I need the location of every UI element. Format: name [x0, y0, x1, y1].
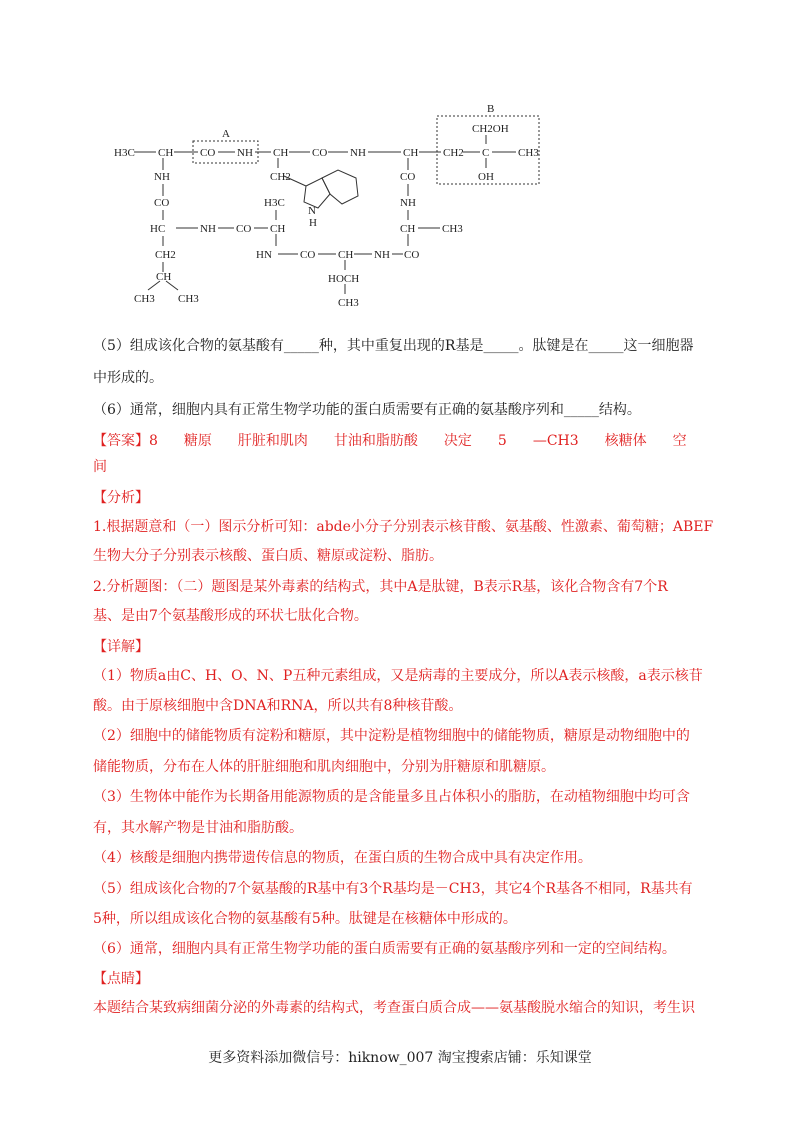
left-ch3-a: CH3 — [134, 293, 155, 305]
left-ch2: CH2 — [155, 249, 176, 261]
row1-ch2: CH — [273, 147, 289, 159]
comment-heading: 【点睛】 — [93, 971, 149, 987]
answer-item: 肝脏和肌肉 — [237, 433, 308, 449]
analysis-p2-line-1: 2.分析题图：（二）题图是某外毒素的结构式，其中A是肽键，B表示R基，该化合物含有7个R — [93, 579, 668, 595]
question-6: （6）通常，细胞内具有正常生物学功能的蛋白质需要有正确的氨基酸序列和_____结构。 — [93, 402, 641, 418]
mid-co: CO — [236, 223, 252, 235]
bottom-ch3: CH3 — [338, 297, 359, 309]
row1-nh: NH — [237, 147, 253, 159]
row1-c: C — [482, 147, 490, 159]
b-ch2oh: CH2OH — [472, 123, 509, 135]
right-ch: CH — [400, 223, 416, 235]
mid-h3c: H3C — [264, 197, 285, 209]
answer-item: 甘油和脂肪酸 — [333, 433, 418, 449]
analysis-p1-line-2: 生物大分子分别表示核酸、蛋白质、糖原或淀粉、脂肪。 — [93, 548, 443, 564]
detail-3-line-2: 有，其水解产物是甘油和脂肪酸。 — [93, 820, 303, 836]
bottom-nh: NH — [374, 249, 390, 261]
right-nh: NH — [400, 197, 416, 209]
bottom-ch: CH — [338, 249, 354, 261]
page-footer: 更多资料添加微信号：hiknow_007 淘宝搜索店铺：乐知课堂 — [208, 1050, 592, 1066]
indole-h: H — [309, 217, 317, 229]
analysis-p2-line-2: 基、是由7个氨基酸形成的环状七肽化合物。 — [93, 608, 368, 624]
row1-ch3end: CH3 — [518, 147, 539, 159]
answer-item: 8 — [149, 433, 158, 449]
detail-1-line-1: （1）物质a由C、H、O、N、P五种元素组成，又是病毒的主要成分，所以A表示核酸，a表示核苷 — [93, 668, 703, 684]
right-co: CO — [400, 171, 416, 183]
left-hc: HC — [150, 223, 166, 235]
row1-h3c: H3C — [114, 147, 135, 159]
detail-3-line-1: （3）生物体中能作为长期备用能源物质的是含能量多且占体积小的脂肪，在动植物细胞中均可含 — [93, 789, 690, 805]
analysis-p1-line-1: 1.根据题意和（一）图示分析可知：abde小分子分别表示核苷酸、氨基酸、性激素、葡萄糖；ABEF — [93, 519, 714, 535]
b-oh: OH — [478, 171, 494, 183]
left-ch3-b: CH3 — [178, 293, 199, 305]
answer-line — [93, 431, 713, 451]
comment-line-1: 本题结合某致病细菌分泌的外毒素的结构式，考查蛋白质合成——氨基酸脱水缩合的知识，考生识 — [93, 1000, 695, 1016]
answer-item: 5 — [497, 433, 507, 449]
row1-co: CO — [200, 147, 216, 159]
detail-6: （6）通常，细胞内具有正常生物学功能的蛋白质需要有正确的氨基酸序列和一定的空间结构。 — [93, 941, 676, 957]
detail-2-line-1: （2）细胞中的储能物质有淀粉和糖原，其中淀粉是植物细胞中的储能物质，糖原是动物细胞中的 — [93, 728, 690, 744]
bottom-hn: HN — [256, 249, 272, 261]
answer-item: —CH3 — [532, 433, 579, 449]
analysis-heading: 【分析】 — [93, 490, 149, 506]
answer-item: 糖原 — [183, 433, 212, 449]
peptide-structure-diagram — [100, 98, 560, 316]
answer-tail: 间 — [93, 459, 107, 475]
left-co: CO — [154, 197, 170, 209]
indole-n: N — [308, 205, 316, 217]
left-ch: CH — [156, 271, 172, 283]
answer-item: 核糖体 — [604, 433, 647, 449]
detail-heading: 【详解】 — [93, 639, 149, 655]
row1-ch2b: CH2 — [443, 147, 464, 159]
bottom-co2: CO — [404, 249, 420, 261]
question-5-line-2: 中形成的。 — [93, 370, 163, 386]
bottom-co: CO — [300, 249, 316, 261]
mid-ch: CH — [270, 223, 286, 235]
mid-nh: NH — [200, 223, 216, 235]
row1-co2: CO — [312, 147, 328, 159]
detail-4: （4）核酸是细胞内携带遗传信息的物质，在蛋白质的生物合成中具有决定作用。 — [93, 850, 592, 866]
answer-label: 【答案】 — [93, 433, 149, 449]
answer-item: 决定 — [443, 433, 472, 449]
detail-1-line-2: 酸。由于原核细胞中含DNA和RNA，所以共有8种核苷酸。 — [93, 698, 463, 714]
question-5-line-1: （5）组成该化合物的氨基酸有_____种，其中重复出现的R基是_____。肽键是在_____这一细胞器 — [93, 338, 694, 354]
trp-ch2: CH2 — [270, 171, 291, 183]
row1-ch3: CH — [403, 147, 419, 159]
row1-ch: CH — [158, 147, 174, 159]
bottom-hoch: HOCH — [328, 273, 360, 285]
row1-nh2: NH — [350, 147, 366, 159]
left-nh: NH — [154, 171, 170, 183]
detail-5-line-1: （5）组成该化合物的7个氨基酸的R基中有3个R基均是－CH3，其它4个R基各不相同，R基共有 — [93, 881, 693, 897]
answer-item: 空 — [672, 433, 687, 449]
label-b: B — [487, 103, 495, 115]
right-ch3: CH3 — [442, 223, 463, 235]
label-a: A — [222, 128, 230, 140]
detail-2-line-2: 储能物质，分布在人体的肝脏细胞和肌肉细胞中，分别为肝糖原和肌糖原。 — [93, 759, 555, 775]
detail-5-line-2: 5种，所以组成该化合物的氨基酸有5种。肽键是在核糖体中形成的。 — [93, 911, 517, 927]
